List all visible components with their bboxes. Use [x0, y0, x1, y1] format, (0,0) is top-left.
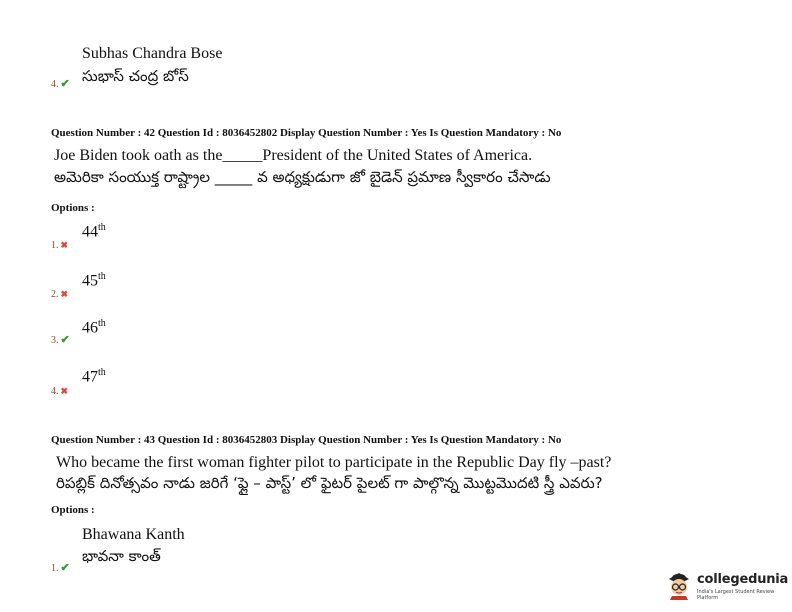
option-value: 47 — [82, 368, 98, 386]
q42-text-te: అమెరికా సంయుక్త రాష్ట్రాల _____ వ అధ్యక్షుడుగా జో బైడెన్ ప్రమాణ స్వీకారం చేసాడు — [54, 168, 551, 186]
q42-option-2-text — [82, 271, 106, 290]
q43-option-1-text-en: Bhawana Kanth — [82, 526, 185, 543]
q42-options-label: Options : — [51, 202, 95, 214]
option-ordinal-suffix: th — [98, 271, 106, 282]
student-mascot-icon — [664, 568, 694, 600]
option-value: 45 — [82, 272, 98, 290]
q42-option-4-text — [82, 367, 106, 386]
option-number: 2. — [51, 289, 59, 300]
q43-option-1-marker — [51, 558, 70, 576]
q43-text-te: రిపబ్లిక్ దినోత్సవం నాడు జరిగే ‘ఫ్లై – పాస్ట్’ లో ఫైటర్ పైలట్ గా పాల్గొన్న మొట్టమొదటి స్త్రీ ఎవరు? — [56, 474, 603, 492]
q42-option-4-marker — [51, 381, 68, 399]
option-number: 3. — [51, 335, 59, 346]
correct-check-icon: ✔ — [60, 562, 70, 574]
logo-tagline: India's Largest Student Review Platform — [697, 589, 775, 601]
q42-text-en: Joe Biden took oath as the_____President of the United States of America. — [54, 147, 533, 164]
q43-options-label: Options : — [51, 504, 95, 516]
option-number: 4. — [51, 386, 59, 397]
collegedunia-logo — [664, 568, 789, 602]
q43-meta: Question Number : 43 Question Id : 8036452803 Display Question Number : Yes Is Question Mandatory : No — [51, 434, 562, 446]
prev-option-4-marker — [51, 74, 70, 92]
prev-option-4-text-en: Subhas Chandra Bose — [82, 45, 223, 62]
option-number: 4. — [51, 79, 59, 90]
correct-check-icon: ✔ — [60, 334, 70, 346]
correct-check-icon: ✔ — [60, 78, 70, 90]
q42-meta: Question Number : 42 Question Id : 8036452802 Display Question Number : Yes Is Question Mandatory : No — [51, 127, 562, 139]
option-value: 44 — [82, 223, 98, 241]
q42-option-1-text — [82, 222, 106, 241]
option-ordinal-suffix: th — [98, 318, 106, 329]
prev-option-4-text-te: సుభాస్ చంద్ర బోస్ — [82, 67, 189, 85]
q42-option-3-marker — [51, 330, 70, 348]
wrong-cross-icon: ✖ — [60, 289, 69, 299]
q42-option-2-marker — [51, 284, 68, 302]
wrong-cross-icon: ✖ — [60, 240, 69, 250]
q42-option-1-marker — [51, 235, 68, 253]
option-number: 1. — [51, 240, 59, 251]
option-number: 1. — [51, 563, 59, 574]
wrong-cross-icon: ✖ — [60, 386, 69, 396]
q43-option-1-text-te: భావనా కాంత్ — [82, 547, 161, 565]
option-ordinal-suffix: th — [98, 367, 106, 378]
q42-option-3-text — [82, 318, 106, 337]
option-value: 46 — [82, 319, 98, 337]
logo-name: collegedunia — [697, 572, 789, 587]
q43-text-en: Who became the first woman fighter pilot to participate in the Republic Day fly –past? — [56, 454, 612, 471]
option-ordinal-suffix: th — [98, 222, 106, 233]
